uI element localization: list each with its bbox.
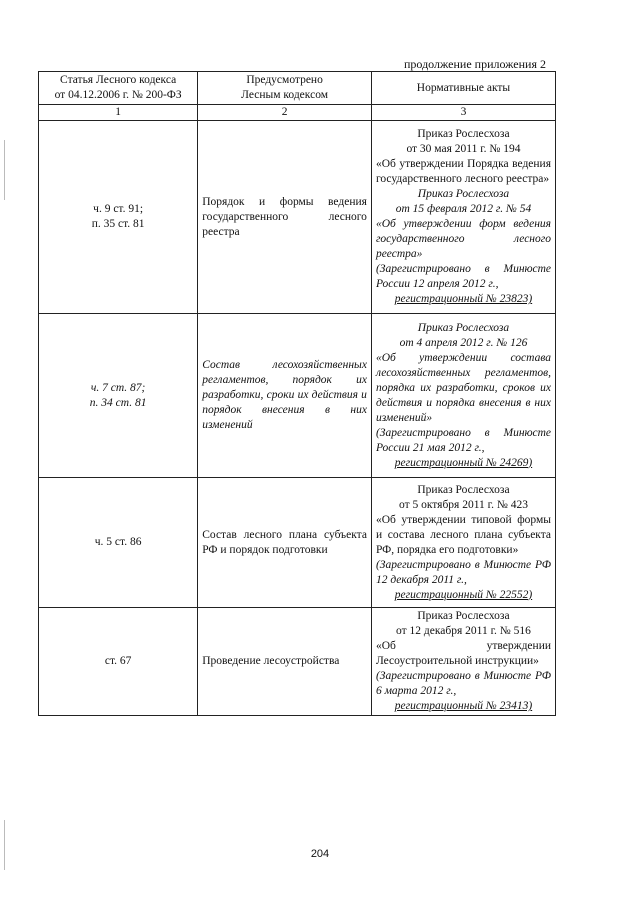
normative-acts-table [38,71,556,716]
header-article [39,72,198,105]
header-article-line: Статья Лесного кодекса [60,74,177,86]
act-registration: (Зарегистрировано в Минюсте России 12 апреля 2012 г., [375,263,551,290]
article-line: ч. 9 ст. 91; [93,203,144,215]
article-cell [39,478,198,608]
act-registration: (Зарегистрировано в Минюсте России 21 мая 2012 г., [375,426,551,454]
article-line: п. 34 ст. 81 [89,396,147,409]
act-subject: «Об утверждении типовой формы и состава лесного плана субъекта РФ, порядка его подготовки» [375,513,551,556]
header-provision-line: Лесным кодексом [241,89,328,101]
column-number: 1 [39,105,198,121]
act-subject: «Об утверждении Лесоустроительной инструкции» [375,640,551,667]
act-subject: «Об утверждении состава лесохозяйственных регламентов, порядка их разработки, сроков их действия и порядка внесения в них изменений» [375,351,551,424]
article-cell [39,314,198,478]
header-provision-line: Предусмотрено [246,74,323,86]
act-date: от 12 декабря 2011 г. № 516 [396,625,531,637]
table-row [39,314,556,478]
act-registration: (Зарегистрировано в Минюсте РФ 12 декабря 2011 г., [375,558,551,586]
header-article-line: от 04.12.2006 г. № 200-ФЗ [54,89,182,101]
scan-edge-mark [4,820,5,870]
act-date: от 5 октября 2011 г. № 423 [398,498,528,511]
continuation-label: продолжение приложения 2 [404,57,546,71]
header-acts [371,72,555,105]
act-registration: (Зарегистрировано в Минюсте РФ 6 марта 2012 г., [375,670,551,697]
article-cell [39,121,198,314]
provision-cell: Проведение лесоустройства [198,608,372,716]
act-title: Приказ Рослесхоза [417,128,510,140]
provision-cell: Состав лесного плана субъекта РФ и порядок подготовки [198,478,372,608]
act-date: от 4 апреля 2012 г. № 126 [399,336,528,349]
article-line: ст. 67 [104,655,132,667]
acts-cell [371,608,555,716]
article-line: ч. 5 ст. 86 [94,536,142,548]
header-acts-line: Нормативные акты [416,81,511,94]
provision-cell: Порядок и формы ведения государственного лесного реестра [198,121,372,314]
acts-cell [371,478,555,608]
table-header-row [39,72,556,105]
table-row [39,121,556,314]
acts-cell [371,314,555,478]
page-number: 204 [310,848,330,860]
act-title: Приказ Рослесхоза [417,483,510,496]
table-row [39,608,556,716]
table-row [39,478,556,608]
act-title: Приказ Рослесхоза [417,188,510,200]
column-number-row [39,105,556,121]
act-registration-number: регистрационный № 23823) [394,293,533,305]
act-registration-number: регистрационный № 24269) [394,456,533,469]
acts-cell [371,121,555,314]
act-title: Приказ Рослесхоза [417,610,510,622]
article-line: ч. 7 ст. 87; [90,381,146,394]
article-cell [39,608,198,716]
act-title: Приказ Рослесхоза [417,321,510,334]
scan-edge-mark [4,140,5,200]
act-subject: «Об утверждении Порядка ведения государственного лесного реестра» [375,158,551,185]
act-registration-number: регистрационный № 22552) [394,588,533,601]
article-line: п. 35 ст. 81 [91,218,145,230]
act-date: от 15 февраля 2012 г. № 54 [395,203,532,215]
column-number: 3 [371,105,555,121]
provision-cell: Состав лесохозяйственных регламентов, порядок их разработки, сроки их действия и порядок внесения в них изменений [198,314,372,478]
act-registration-number: регистрационный № 23413) [394,700,533,712]
column-number: 2 [198,105,372,121]
act-subject: «Об утверждении форм ведения государственного лесного реестра» [375,218,551,260]
header-provision [198,72,372,105]
act-date: от 30 мая 2011 г. № 194 [406,143,521,155]
